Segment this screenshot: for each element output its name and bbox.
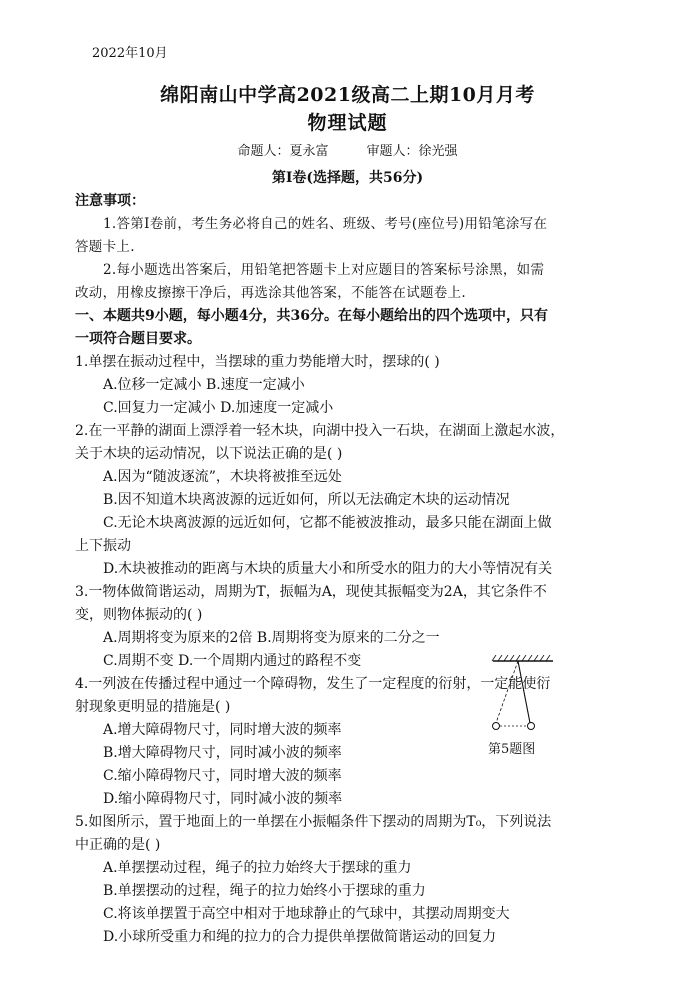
exam-title: 绵阳南山中学高2021级高二上期10月月考 [160, 84, 535, 106]
q1-options-cd: C.回复力一定减小 D.加速度一定减小 [103, 400, 334, 416]
note-item-2: 2.每小题选出答案后，用铅笔把答题卡上对应题目的答案标号涂黑，如需 [103, 262, 545, 278]
q5-stem: 5.如图所示，置于地面上的一单摆在小振幅条件下摆动的周期为T₀，下列说法 [75, 814, 552, 830]
q5-option-a: A.单摆摆动过程，绳子的拉力始终大于摆球的重力 [103, 860, 412, 876]
exam-body [75, 190, 625, 949]
note-item-1-cont: 答题卡上. [75, 239, 135, 255]
exam-authors [0, 140, 695, 159]
reviewer-label: 审题人：徐光强 [366, 144, 458, 159]
author-label: 命题人：夏永富 [237, 144, 329, 159]
q3-stem-cont: 变，则物体振动的( ) [75, 607, 203, 623]
q2-option-b: B.因不知道木块离波源的远近如何，所以无法确定木块的运动情况 [103, 492, 510, 508]
q4-option-d: D.缩小障碍物尺寸，同时减小波的频率 [103, 791, 343, 807]
q1-stem: 1.单摆在振动过程中，当摆球的重力势能增大时，摆球的( ) [75, 354, 440, 370]
q5-option-b: B.单摆摆动的过程，绳子的拉力始终小于摆球的重力 [103, 883, 426, 899]
q5-stem-cont: 中正确的是( ) [75, 837, 161, 853]
pendulum-bob-left [493, 723, 500, 730]
section-1-heading-cont: 一项符合题目要求。 [75, 331, 201, 347]
q2-option-c-cont: 上下振动 [75, 538, 131, 554]
q1-options-ab: A.位移一定减小 B.速度一定减小 [103, 377, 305, 393]
q4-stem-cont: 射现象更明显的措施是( ) [75, 699, 231, 715]
q5-option-d: D.小球所受重力和绳的拉力的合力提供单摆做简谐运动的回复力 [103, 929, 497, 945]
q2-option-a: A.因为“随波逐流”，木块将被推至远处 [103, 469, 342, 485]
exam-subject-title: 物理试题 [307, 112, 388, 134]
q2-stem-cont: 关于木块的运动情况，以下说法正确的是( ) [75, 446, 343, 462]
q4-option-b: B.增大障碍物尺寸，同时减小波的频率 [103, 745, 342, 761]
q4-option-a: A.增大障碍物尺寸，同时增大波的频率 [103, 722, 342, 738]
pendulum-string-left [496, 661, 518, 723]
q3-stem: 3.一物体做简谐运动，周期为T，振幅为A，现使其振幅变为2A，其它条件不 [75, 584, 547, 600]
q3-options-cd: C.周期不变 D.一个周期内通过的路程不变 [103, 653, 362, 669]
q4-option-c: C.缩小障碍物尺寸，同时增大波的频率 [103, 768, 342, 784]
section-1-heading: 一、本题共9小题，每小题4分，共36分。在每小题给出的四个选项中，只有 [75, 308, 548, 324]
pendulum-bob-right [528, 723, 535, 730]
notes-heading: 注意事项： [75, 193, 145, 209]
pendulum-string-right [518, 661, 530, 723]
note-item-1: 1.答第Ⅰ卷前，考生务必将自己的姓名、班级、考号(座位号)用铅笔涂写在 [103, 216, 548, 232]
q4-stem: 4.一列波在传播过程中通过一个障碍物，发生了一定程度的衍射，一定能使衍 [75, 676, 551, 692]
figure-caption: 第5题图 [488, 742, 536, 757]
q2-stem: 2.在一平静的湖面上漂浮着一轻木块，向湖中投入一石块，在湖面上激起水波， [75, 423, 565, 439]
note-item-2-cont: 改动，用橡皮擦擦干净后，再选涂其他答案，不能答在试题卷上. [75, 285, 466, 301]
part-title: 第Ⅰ卷(选择题，共56分) [271, 170, 424, 186]
ceiling-support [492, 655, 553, 661]
exam-date: 2022年10月 [92, 46, 168, 61]
q2-option-d: D.木块被推动的距离与木块的质量大小和所受水的阻力的大小等情况有关 [103, 561, 553, 577]
q2-option-c: C.无论木块离波源的远近如何，它都不能被波推动，最多只能在湖面上做 [103, 515, 552, 531]
q3-options-ab: A.周期将变为原来的2倍 B.周期将变为原来的二分之一 [103, 630, 440, 646]
q5-option-c: C.将该单摆置于高空中相对于地球静止的气球中，其摆动周期变大 [103, 906, 510, 922]
